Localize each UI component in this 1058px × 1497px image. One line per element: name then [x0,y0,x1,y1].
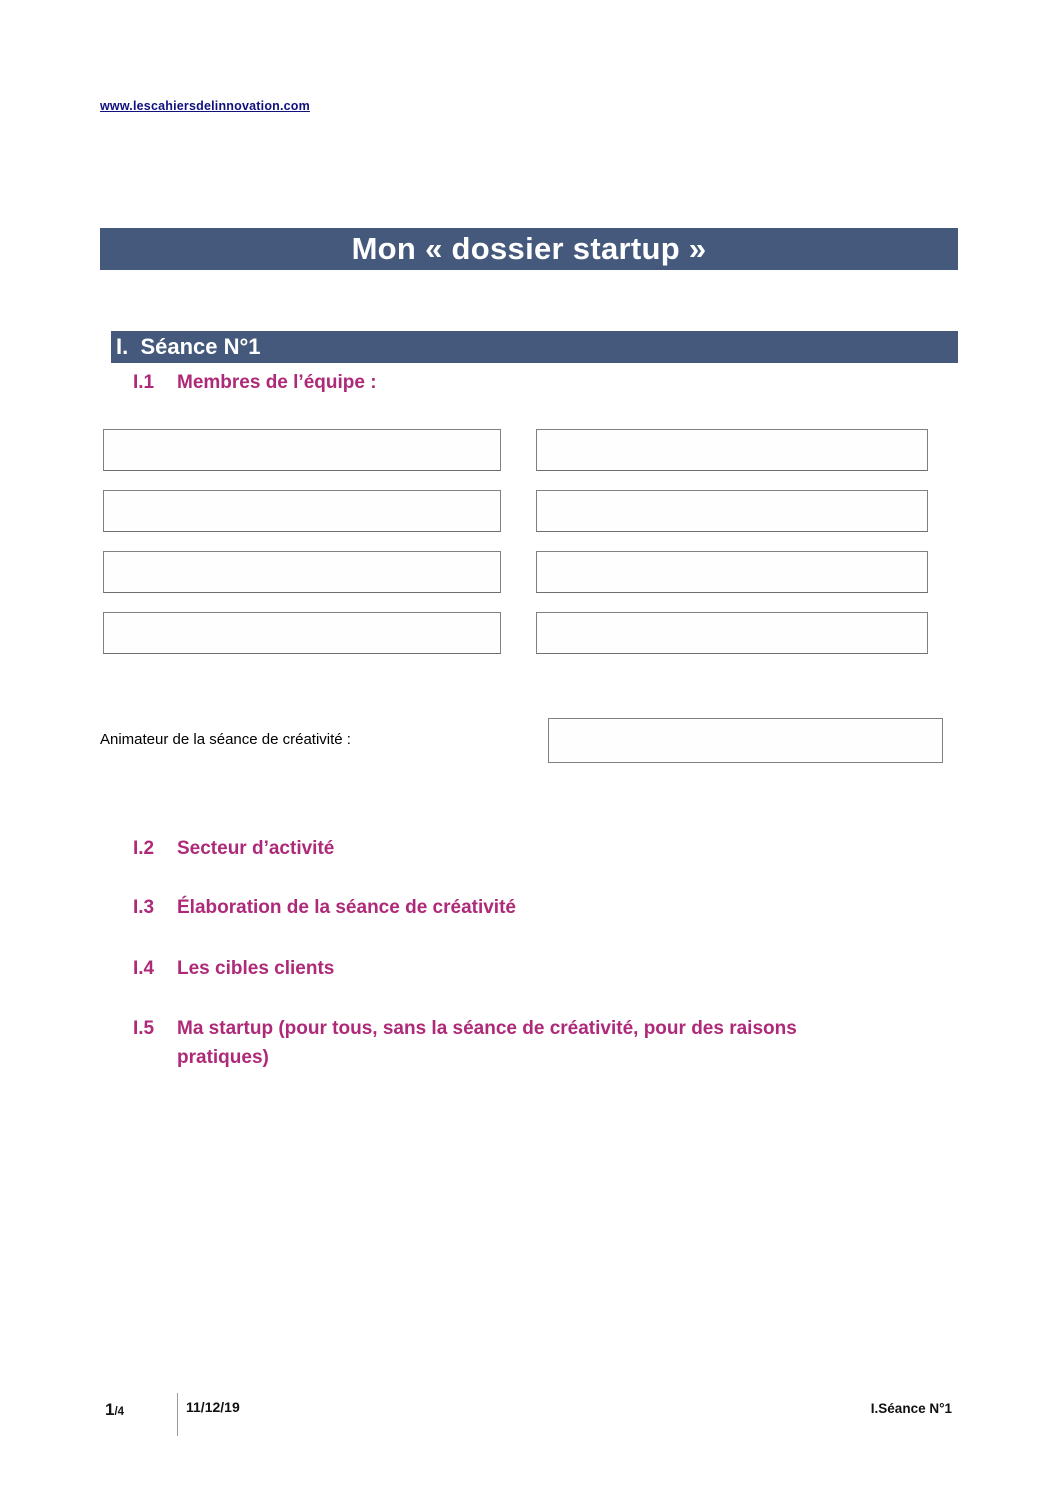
subheading-number: I.5 [133,1018,155,1039]
team-member-field[interactable] [103,612,501,654]
subheading-number: I.4 [133,958,155,979]
subheading-number: I.1 [133,372,155,393]
subheading-label: Secteur d’activité [177,838,335,859]
subheading-elaboration-seance [133,894,881,923]
subheading-label: Élaboration de la séance de créativité [177,897,516,918]
subheading-label: Membres de l’équipe : [177,372,377,393]
page-number-total: /4 [114,1406,125,1418]
subheading-number: I.3 [133,897,155,918]
subheading-cibles-clients [133,955,881,984]
subheading-label: Les cibles clients [177,958,335,979]
animator-field[interactable] [548,718,943,763]
footer-divider [177,1393,178,1436]
subheading-label: Ma startup (pour tous, sans la séance de créativité, pour des raisons pratiques) [177,1018,797,1068]
subheading-number: I.2 [133,838,155,859]
team-member-field[interactable] [536,551,928,593]
section-heading: I. Séance N°1 [116,334,261,359]
team-member-field[interactable] [103,490,501,532]
page-number-current: 1 [105,1400,115,1419]
footer-section-reference: I.Séance N°1 [870,1401,952,1416]
section-heading-banner [111,331,958,363]
page-number [105,1400,124,1420]
document-title: Mon « dossier startup » [351,231,707,266]
animator-label: Animateur de la séance de créativité : [100,731,351,748]
team-member-field[interactable] [536,612,928,654]
site-link[interactable]: www.lescahiersdelinnovation.com [100,99,310,113]
team-member-field[interactable] [536,429,928,471]
team-member-field[interactable] [536,490,928,532]
subheading-secteur-activite [133,835,881,864]
document-title-banner [100,228,958,270]
footer-date: 11/12/19 [186,1399,240,1415]
subheading-membres-equipe [133,369,881,398]
team-members-grid [103,429,928,654]
subheading-ma-startup [133,1015,881,1072]
team-member-field[interactable] [103,551,501,593]
team-member-field[interactable] [103,429,501,471]
